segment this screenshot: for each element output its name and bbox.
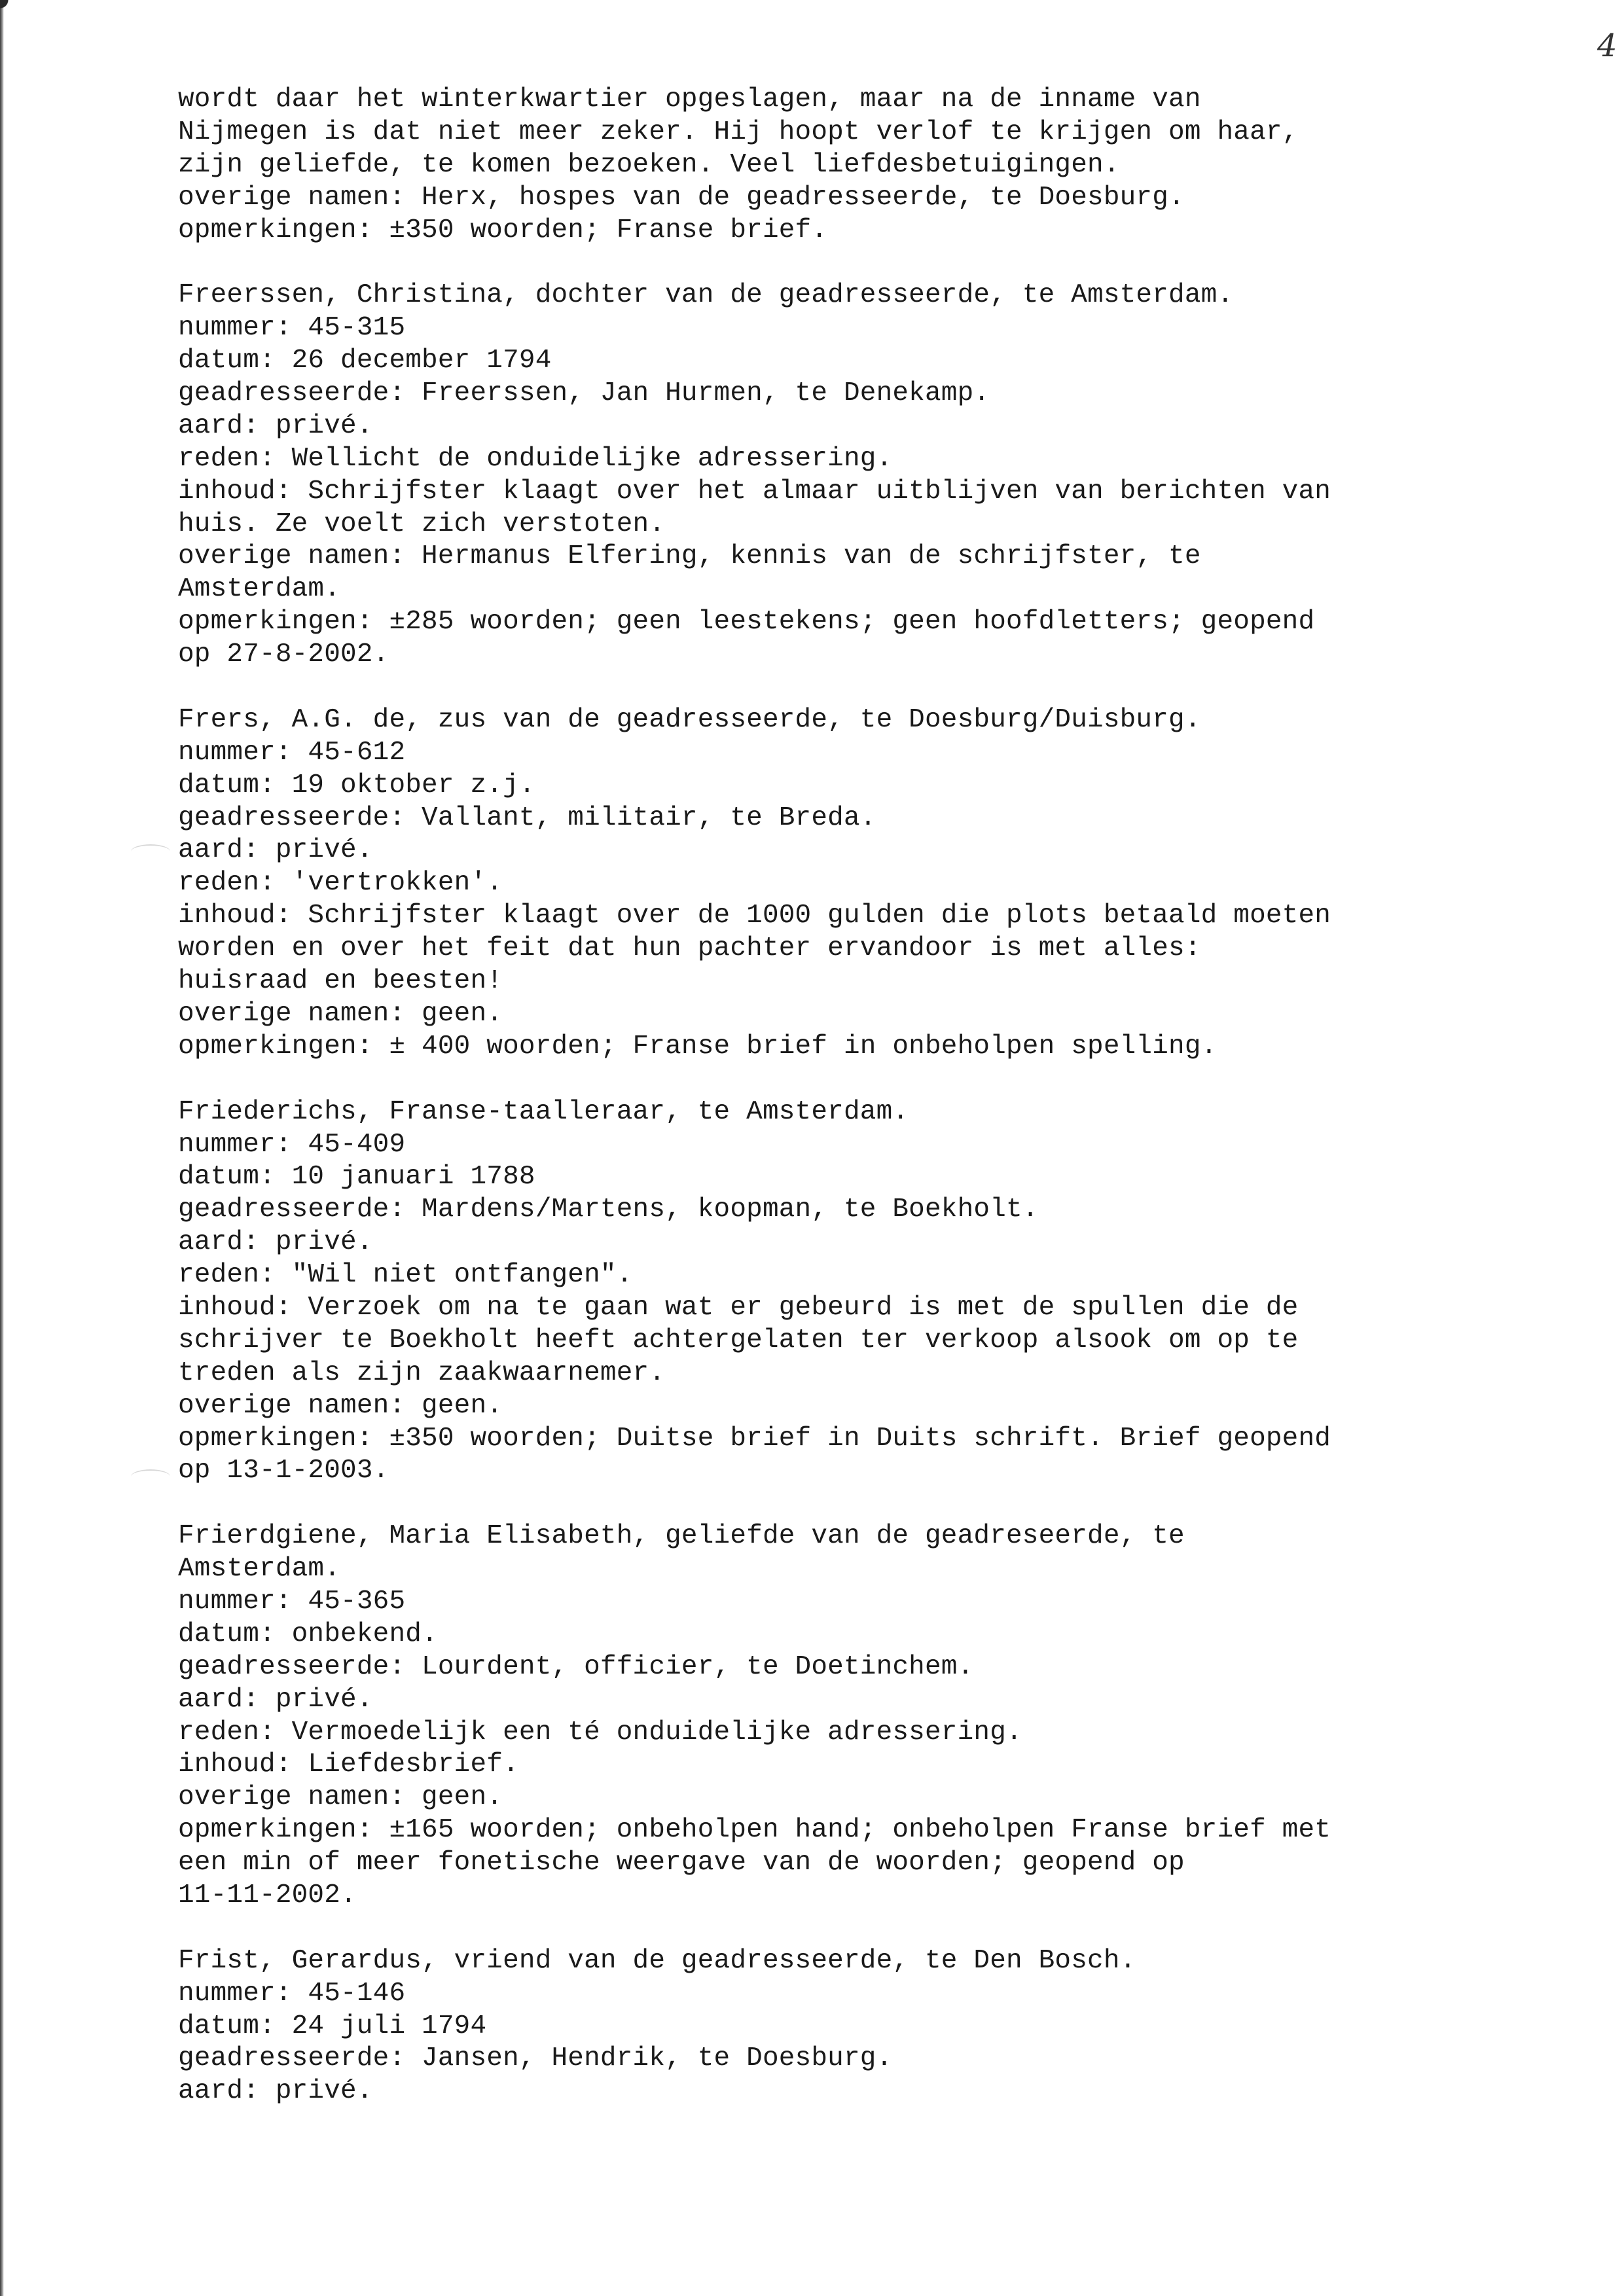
scan-left-edge-shadow [0, 0, 4, 2296]
field-nummer: nummer: 45-365 [178, 1586, 406, 1617]
letter-entry [178, 1945, 1487, 2108]
field-aard: aard: privé. [178, 1684, 373, 1715]
scan-artifact-mark [131, 1469, 170, 1484]
field-overige-namen: overige namen: geen. [178, 1782, 503, 1813]
field-aard: aard: privé. [178, 835, 373, 866]
entry-separator [178, 672, 1487, 704]
letter-entry [178, 1520, 1487, 1912]
field-geadresseerde: geadresseerde: Vallant, militair, te Breda. [178, 802, 876, 833]
field-reden: reden: 'vertrokken'. [178, 868, 503, 899]
text-line: 11-11-2002. [178, 1880, 357, 1910]
entry-separator [178, 1912, 1487, 1945]
entry-heading: Friederichs, Franse-taalleraar, te Amsterdam. [178, 1096, 909, 1127]
letter-entry [178, 704, 1487, 1064]
text-line: opmerkingen: ±350 woorden; Franse brief. [178, 215, 828, 245]
field-opmerkingen: opmerkingen: ±350 woorden; Duitse brief in Duits schrift. Brief geopend [178, 1423, 1331, 1454]
field-reden: reden: "Wil niet ontfangen". [178, 1260, 633, 1291]
text-line: huis. Ze voelt zich verstoten. [178, 509, 666, 539]
field-geadresseerde: geadresseerde: Jansen, Hendrik, te Doesburg. [178, 2043, 893, 2074]
field-inhoud: inhoud: Schrijfster klaagt over het almaar uitblijven van berichten van [178, 476, 1331, 507]
field-overige-namen: overige namen: geen. [178, 1390, 503, 1421]
text-line: treden als zijn zaakwaarnemer. [178, 1357, 666, 1388]
field-opmerkingen: opmerkingen: ±165 woorden; onbeholpen hand; onbeholpen Franse brief met [178, 1815, 1331, 1846]
entry-heading: Frist, Gerardus, vriend van de geadresseerde, te Den Bosch. [178, 1945, 1136, 1976]
field-datum: datum: 24 juli 1794 [178, 2011, 487, 2041]
field-aard: aard: privé. [178, 2076, 373, 2107]
text-line: schrijver te Boekholt heeft achtergelaten ter verkoop alsook om op te [178, 1325, 1299, 1355]
entry-heading: Frierdgiene, Maria Elisabeth, geliefde van de geadreseerde, te [178, 1521, 1185, 1552]
field-nummer: nummer: 45-409 [178, 1129, 406, 1160]
field-datum: datum: 19 oktober z.j. [178, 770, 535, 800]
field-nummer: nummer: 45-315 [178, 313, 406, 344]
text-line: Amsterdam. [178, 1554, 341, 1585]
text-line: zijn geliefde, te komen bezoeken. Veel liefdesbetuigingen. [178, 149, 1120, 180]
field-reden: reden: Vermoedelijk een té onduidelijke adressering. [178, 1717, 1022, 1748]
field-overige-namen: overige namen: geen. [178, 998, 503, 1029]
entry-separator [178, 1488, 1487, 1520]
field-inhoud: inhoud: Schrijfster klaagt over de 1000 gulden die plots betaald moeten [178, 901, 1331, 931]
text-line: op 13-1-2003. [178, 1456, 389, 1486]
field-reden: reden: Wellicht de onduidelijke adressering. [178, 443, 893, 474]
text-line: overige namen: Herx, hospes van de geadresseerde, te Doesburg. [178, 182, 1185, 213]
text-line: op 27-8-2002. [178, 639, 389, 670]
text-line: een min of meer fonetische weergave van de woorden; geopend op [178, 1848, 1185, 1878]
field-opmerkingen: opmerkingen: ±285 woorden; geen leestekens; geen hoofdletters; geopend [178, 607, 1315, 637]
field-aard: aard: privé. [178, 1227, 373, 1258]
field-datum: datum: 10 januari 1788 [178, 1162, 535, 1193]
page-number: 4 [1597, 27, 1617, 64]
field-datum: datum: onbekend. [178, 1619, 438, 1649]
field-inhoud: inhoud: Liefdesbrief. [178, 1749, 519, 1780]
field-nummer: nummer: 45-146 [178, 1978, 406, 2009]
entry-separator [178, 1064, 1487, 1096]
field-opmerkingen: opmerkingen: ± 400 woorden; Franse brief in onbeholpen spelling. [178, 1031, 1218, 1062]
field-inhoud: inhoud: Verzoek om na te gaan wat er gebeurd is met de spullen die de [178, 1292, 1299, 1323]
text-line: Nijmegen is dat niet meer zeker. Hij hoopt verlof te krijgen om haar, [178, 117, 1299, 147]
scan-corner-mark [0, 0, 20, 20]
continuation-block [178, 84, 1487, 247]
document-body [178, 84, 1487, 2108]
field-aard: aard: privé. [178, 410, 373, 441]
field-geadresseerde: geadresseerde: Mardens/Martens, koopman, te Boekholt. [178, 1194, 1039, 1225]
field-datum: datum: 26 december 1794 [178, 346, 552, 376]
letter-entry [178, 279, 1487, 672]
entry-separator [178, 247, 1487, 279]
text-line: worden en over het feit dat hun pachter ervandoor is met alles: [178, 933, 1201, 964]
field-nummer: nummer: 45-612 [178, 737, 406, 768]
entry-heading: Frers, A.G. de, zus van de geadresseerde, te Doesburg/Duisburg. [178, 704, 1201, 735]
scan-artifact-mark [131, 844, 170, 859]
text-line: huisraad en beesten! [178, 966, 503, 997]
field-geadresseerde: geadresseerde: Freerssen, Jan Hurmen, te Denekamp. [178, 378, 990, 409]
text-line: wordt daar het winterkwartier opgeslagen, maar na de inname van [178, 84, 1201, 115]
letter-entry [178, 1096, 1487, 1488]
entry-heading: Freerssen, Christina, dochter van de geadresseerde, te Amsterdam. [178, 280, 1234, 311]
field-overige-namen: overige namen: Hermanus Elfering, kennis van de schrijfster, te [178, 541, 1201, 572]
field-geadresseerde: geadresseerde: Lourdent, officier, te Doetinchem. [178, 1651, 974, 1682]
text-line: Amsterdam. [178, 574, 341, 605]
